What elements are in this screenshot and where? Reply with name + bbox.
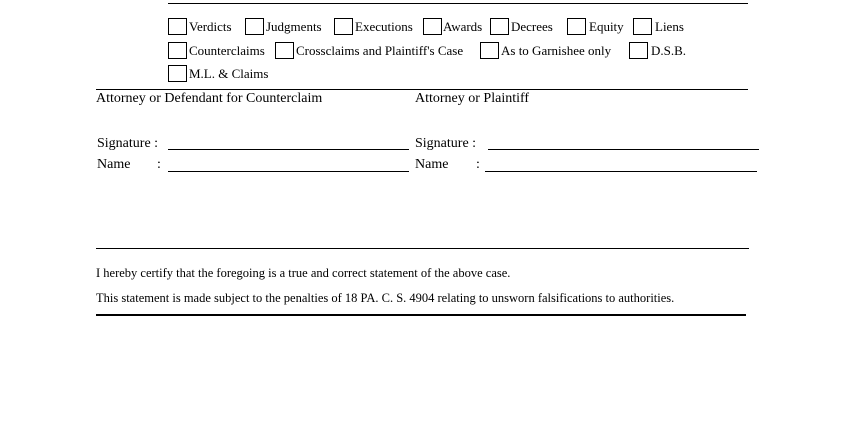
executions-label: Executions <box>355 19 413 34</box>
garnishee-label: As to Garnishee only <box>501 43 612 58</box>
crossclaims-label: Crossclaims and Plaintiff's Case <box>296 43 464 58</box>
left-name-label: Name <box>97 157 131 172</box>
verdicts-label: Verdicts <box>189 19 232 34</box>
bottom-divider <box>96 314 746 316</box>
verdicts-checkbox[interactable] <box>168 18 187 35</box>
blank-line[interactable] <box>96 248 749 249</box>
equity-label: Equity <box>589 19 624 34</box>
crossclaims-checkbox[interactable] <box>275 42 294 59</box>
liens-checkbox[interactable] <box>633 18 652 35</box>
liens-label: Liens <box>655 19 684 34</box>
defendant-heading: Attorney or Defendant for Counterclaim <box>96 91 323 106</box>
checkbox-section-divider <box>96 89 748 90</box>
left-name-colon: : <box>157 157 161 172</box>
left-signature-field[interactable] <box>168 149 409 150</box>
right-name-label: Name <box>415 157 449 172</box>
left-name-field[interactable] <box>168 171 409 172</box>
decrees-checkbox[interactable] <box>490 18 509 35</box>
certification-line-2: This statement is made subject to the penalties of 18 PA. C. S. 4904 relating to unsworn falsifications to authorities. <box>96 291 675 305</box>
dsb-label: D.S.B. <box>651 43 687 58</box>
plaintiff-heading: Attorney or Plaintiff <box>415 91 530 106</box>
judgments-label: Judgments <box>266 19 322 34</box>
counterclaims-checkbox[interactable] <box>168 42 187 59</box>
garnishee-checkbox[interactable] <box>480 42 499 59</box>
counterclaims-label: Counterclaims <box>189 43 265 58</box>
ml-claims-label: M.L. & Claims <box>189 66 269 81</box>
right-name-field[interactable] <box>485 171 757 172</box>
top-divider <box>168 3 748 4</box>
judgments-checkbox[interactable] <box>245 18 264 35</box>
right-name-colon: : <box>476 157 480 172</box>
ml-claims-checkbox[interactable] <box>168 65 187 82</box>
dsb-checkbox[interactable] <box>629 42 648 59</box>
equity-checkbox[interactable] <box>567 18 586 35</box>
decrees-label: Decrees <box>511 19 553 34</box>
right-signature-field[interactable] <box>488 149 759 150</box>
left-signature-label: Signature : <box>97 136 159 151</box>
right-signature-label: Signature : <box>415 136 477 151</box>
certification-line-1: I hereby certify that the foregoing is a true and correct statement of the above case. <box>96 266 511 280</box>
awards-label: Awards <box>443 19 483 34</box>
executions-checkbox[interactable] <box>334 18 353 35</box>
awards-checkbox[interactable] <box>423 18 442 35</box>
